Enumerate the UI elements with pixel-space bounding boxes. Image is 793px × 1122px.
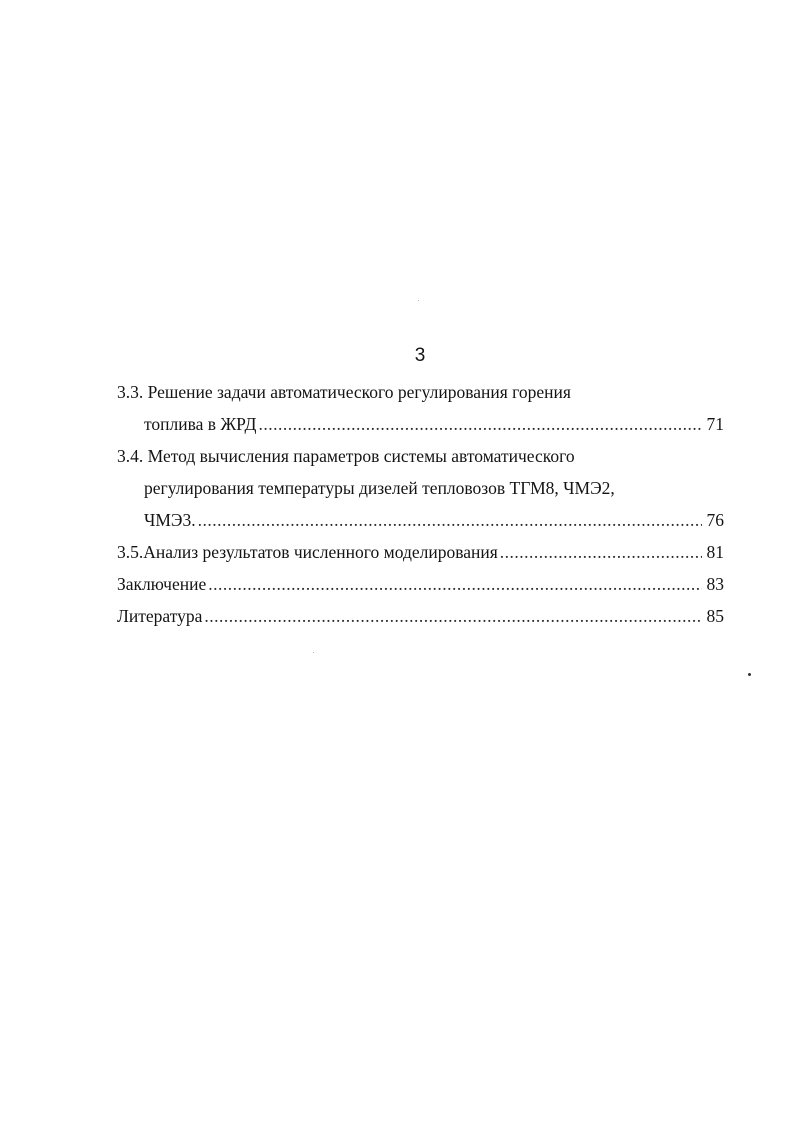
dot-leader [204, 600, 702, 632]
dot-leader [198, 504, 702, 536]
toc-entry-3-3 [117, 376, 724, 440]
scan-speck [313, 652, 314, 653]
toc-line [117, 472, 724, 504]
toc-page-number: 71 [706, 414, 724, 434]
toc-line [117, 408, 724, 440]
toc-page-number: 83 [706, 574, 724, 594]
toc-entry-title-continuation: топлива в ЖРД [144, 414, 257, 434]
toc-page-number: 76 [706, 510, 724, 530]
toc-line [117, 536, 724, 568]
toc-entry-literature [117, 600, 724, 632]
table-of-contents [117, 376, 724, 632]
scan-speck [418, 300, 419, 301]
dot-leader [208, 568, 702, 600]
dot-leader [258, 408, 702, 440]
toc-entry-title: Заключение [117, 574, 207, 594]
toc-entry-3-5 [117, 536, 724, 568]
toc-entry-title: 3.4. Метод вычисления параметров системы автоматического [117, 446, 575, 466]
toc-entry-title-continuation: ЧМЭ3. [144, 510, 196, 530]
scan-speck [748, 673, 751, 676]
toc-entry-conclusion [117, 568, 724, 600]
toc-line [117, 568, 724, 600]
toc-line [117, 504, 724, 536]
toc-entry-title: 3.5.Анализ результатов численного моделирования [117, 542, 498, 562]
toc-entry-title: Литература [117, 606, 203, 626]
dot-leader [500, 536, 702, 568]
toc-page-number: 81 [706, 542, 724, 562]
toc-line [117, 376, 724, 408]
toc-entry-title: 3.3. Решение задачи автоматического регулирования горения [117, 382, 571, 402]
page-number: 3 [414, 345, 426, 366]
toc-entry-3-4 [117, 440, 724, 536]
toc-line [117, 600, 724, 632]
toc-entry-title-continuation: регулирования температуры дизелей тепловозов ТГМ8, ЧМЭ2, [144, 478, 615, 498]
toc-line [117, 440, 724, 472]
toc-page-number: 85 [706, 606, 724, 626]
